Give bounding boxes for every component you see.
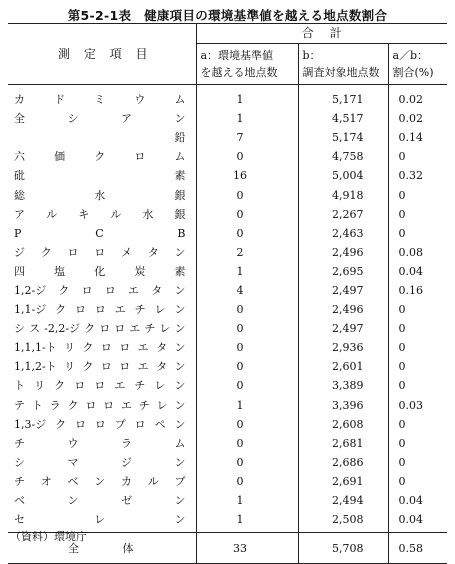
row-item-name-part: ベ bbox=[67, 474, 79, 488]
table-row bbox=[8, 85, 447, 110]
row-item-name-part: ロ bbox=[85, 398, 97, 412]
row-item-name-part: ク bbox=[82, 341, 94, 355]
row-item-name-part: ロ bbox=[104, 283, 116, 297]
header-item-char: 定 bbox=[83, 46, 96, 61]
row-item-name-part: ン bbox=[174, 398, 186, 412]
table-row bbox=[8, 128, 447, 147]
table-row bbox=[8, 147, 447, 166]
row-item-name-part: 1,1-ジ bbox=[14, 303, 47, 317]
row-value-ratio: 0 bbox=[388, 224, 447, 243]
row-item-name-part: 水 bbox=[142, 207, 154, 221]
row-item-name-part: ロ bbox=[94, 417, 106, 431]
header-item-char: 測 bbox=[58, 46, 71, 61]
row-value-b: 5,171 bbox=[298, 85, 388, 110]
row-item-name-part: ン bbox=[174, 360, 186, 374]
row-item-name bbox=[8, 396, 196, 415]
row-item-name-part: B bbox=[177, 226, 186, 240]
table-row bbox=[8, 224, 447, 243]
row-item-name-part: 全 bbox=[14, 112, 25, 126]
row-value-ratio: 0 bbox=[388, 415, 447, 434]
header-total: 合計 bbox=[196, 24, 447, 44]
row-item-name-part: エ bbox=[137, 360, 149, 374]
row-item-name-part: シ bbox=[14, 455, 25, 469]
row-value-ratio: 0 bbox=[388, 185, 447, 204]
row-item-name-part: ロ bbox=[103, 398, 115, 412]
row-value-a: 0 bbox=[196, 224, 298, 243]
row-value-a: 16 bbox=[196, 166, 298, 185]
row-item-name-part: ブ bbox=[174, 474, 186, 488]
row-value-a: 0 bbox=[196, 147, 298, 166]
header-item-char: 目 bbox=[135, 46, 148, 61]
row-item-name-part: ペ bbox=[154, 417, 166, 431]
row-value-ratio: 0.14 bbox=[388, 128, 447, 147]
row-item-name-part: ン bbox=[174, 379, 186, 393]
row-item-name-part: ム bbox=[174, 436, 186, 450]
row-value-a: 7 bbox=[196, 128, 298, 147]
row-item-name-part: タ bbox=[156, 360, 168, 374]
row-value-ratio: 0 bbox=[388, 434, 447, 453]
header-col-ratio: a／b： 割合(%) bbox=[388, 44, 447, 85]
row-value-ratio: 0.04 bbox=[388, 491, 447, 510]
row-item-name-part: チ bbox=[14, 436, 25, 450]
row-value-b: 2,508 bbox=[298, 510, 388, 533]
row-value-b: 2,496 bbox=[298, 300, 388, 319]
row-item-name-part: ク bbox=[94, 150, 106, 164]
row-value-a: 0 bbox=[196, 205, 298, 224]
header-item-char: 項 bbox=[109, 46, 122, 61]
row-value-a: 0 bbox=[196, 300, 298, 319]
row-value-b: 2,681 bbox=[298, 434, 388, 453]
row-item-name-part: ベ bbox=[14, 494, 25, 508]
row-value-a: 0 bbox=[196, 472, 298, 491]
row-value-ratio: 0 bbox=[388, 472, 447, 491]
row-item-name-part: ム bbox=[174, 93, 186, 107]
table-row bbox=[8, 166, 447, 185]
row-value-b: 2,686 bbox=[298, 453, 388, 472]
row-item-name-part: ア bbox=[14, 207, 25, 221]
row-item-name-part: エ bbox=[114, 303, 126, 317]
row-item-name-part: ロ bbox=[99, 322, 111, 336]
row-item-name-part: 六 bbox=[14, 150, 25, 164]
row-value-a: 0 bbox=[196, 434, 298, 453]
row-value-a: 1 bbox=[196, 262, 298, 281]
row-item-name-part: ロ bbox=[100, 360, 112, 374]
row-item-name-part: 素 bbox=[174, 264, 186, 278]
row-item-name bbox=[8, 109, 196, 128]
row-value-ratio: 0.32 bbox=[388, 166, 447, 185]
row-value-b: 4,517 bbox=[298, 109, 388, 128]
row-value-ratio: 0.04 bbox=[388, 262, 447, 281]
row-item-name bbox=[8, 262, 196, 281]
row-item-name-part: シ bbox=[14, 322, 25, 336]
row-value-b: 2,695 bbox=[298, 262, 388, 281]
row-item-name-part: ミ bbox=[94, 93, 106, 107]
row-item-name bbox=[8, 491, 196, 510]
row-item-name bbox=[8, 224, 196, 243]
row-value-b: 2,608 bbox=[298, 415, 388, 434]
row-item-name-part: ロ bbox=[81, 283, 93, 297]
row-item-name-part: ク bbox=[67, 398, 79, 412]
header-col-b: b： 調査対象地点数 bbox=[298, 44, 388, 85]
row-item-name-part: リ bbox=[34, 379, 46, 393]
table-row bbox=[8, 491, 447, 510]
table-row bbox=[8, 376, 447, 395]
row-item-name bbox=[8, 85, 196, 110]
table-body bbox=[8, 85, 447, 533]
row-value-a: 0 bbox=[196, 338, 298, 357]
row-item-name bbox=[8, 281, 196, 300]
row-value-ratio: 0.03 bbox=[388, 396, 447, 415]
row-item-name-part: C bbox=[95, 226, 104, 240]
row-item-name-part: ク bbox=[55, 417, 67, 431]
row-value-a: 0 bbox=[196, 415, 298, 434]
row-item-name-part: カ bbox=[121, 474, 132, 488]
row-item-name-part: エ bbox=[128, 283, 140, 297]
row-item-name-part: ラ bbox=[121, 436, 132, 450]
row-item-name-part: ゼ bbox=[121, 494, 132, 508]
table-row bbox=[8, 281, 447, 300]
row-item-name bbox=[8, 357, 196, 376]
table-row bbox=[8, 243, 447, 262]
row-value-b: 2,494 bbox=[298, 491, 388, 510]
row-item-name-part: ジ bbox=[121, 455, 132, 469]
total-b: 5,708 bbox=[298, 533, 388, 564]
row-item-name bbox=[8, 338, 196, 357]
row-item-name-part: ジ bbox=[14, 245, 25, 259]
row-item-name-part: ン bbox=[94, 474, 106, 488]
row-value-a: 0 bbox=[196, 319, 298, 338]
row-item-name-part: エ bbox=[137, 341, 149, 355]
row-item-name-part: 素 bbox=[174, 169, 186, 183]
row-item-name-part: ク bbox=[54, 379, 66, 393]
table-row bbox=[8, 453, 447, 472]
row-value-a: 0 bbox=[196, 185, 298, 204]
row-value-ratio: 0.02 bbox=[388, 109, 447, 128]
row-item-name-part: ロ bbox=[134, 150, 146, 164]
row-item-name-part: ン bbox=[174, 245, 186, 259]
row-item-name-part: 砒 bbox=[14, 169, 25, 183]
row-value-ratio: 0 bbox=[388, 376, 447, 395]
row-item-name-part: ン bbox=[174, 455, 186, 469]
row-item-name bbox=[8, 147, 196, 166]
row-item-name-part: ウ bbox=[67, 436, 79, 450]
source-note: （資料）環境庁 bbox=[10, 530, 87, 543]
row-value-b: 2,691 bbox=[298, 472, 388, 491]
row-item-name-part: ロ bbox=[119, 341, 131, 355]
row-item-name-part: ク bbox=[55, 303, 67, 317]
row-item-name-part: ク bbox=[40, 245, 52, 259]
total-label-part: 体 bbox=[122, 542, 134, 556]
row-item-name-part: 銀 bbox=[174, 207, 186, 221]
row-item-name bbox=[8, 128, 196, 147]
row-item-name-part: ロ bbox=[134, 417, 146, 431]
row-item-name-part: 価 bbox=[54, 150, 66, 164]
header-item-column bbox=[8, 24, 196, 85]
row-item-name-part: ン bbox=[67, 494, 79, 508]
row-item-name-part: ク bbox=[82, 360, 94, 374]
row-item-name-part: ロ bbox=[114, 322, 126, 336]
row-item-name-part: メ bbox=[121, 245, 132, 259]
row-value-b: 4,758 bbox=[298, 147, 388, 166]
row-value-b: 2,463 bbox=[298, 224, 388, 243]
row-item-name-part: チ bbox=[138, 398, 150, 412]
table-row bbox=[8, 434, 447, 453]
row-value-ratio: 0 bbox=[388, 453, 447, 472]
table-row bbox=[8, 357, 447, 376]
row-item-name-part: レ bbox=[159, 322, 171, 336]
row-item-name-part: ス bbox=[29, 322, 41, 336]
row-item-name-part: リ bbox=[64, 341, 76, 355]
row-item-name bbox=[8, 434, 196, 453]
row-item-name bbox=[8, 300, 196, 319]
row-item-name-part: -2,2-ジ bbox=[44, 322, 81, 336]
row-item-name-part: ル bbox=[147, 474, 159, 488]
row-item-name-part: レ bbox=[154, 303, 166, 317]
row-item-name-part: 1,2-ジ bbox=[14, 283, 47, 297]
row-item-name bbox=[8, 243, 196, 262]
row-value-a: 1 bbox=[196, 396, 298, 415]
table-row bbox=[8, 109, 447, 128]
row-item-name-part: レ bbox=[154, 379, 166, 393]
row-item-name bbox=[8, 319, 196, 338]
row-item-name-part: ル bbox=[110, 207, 122, 221]
row-item-name-part: 1,1,1-ト bbox=[14, 341, 57, 355]
row-value-b: 5,174 bbox=[298, 128, 388, 147]
row-value-a: 2 bbox=[196, 243, 298, 262]
row-value-a: 0 bbox=[196, 357, 298, 376]
row-item-name-part: ア bbox=[121, 112, 132, 126]
table-row bbox=[8, 415, 447, 434]
row-item-name-part: ロ bbox=[94, 379, 106, 393]
row-item-name-part: ン bbox=[174, 513, 186, 527]
row-value-b: 2,497 bbox=[298, 319, 388, 338]
row-item-name bbox=[8, 472, 196, 491]
row-item-name-part: ン bbox=[174, 112, 186, 126]
row-value-b: 3,389 bbox=[298, 376, 388, 395]
row-value-b: 5,004 bbox=[298, 166, 388, 185]
row-item-name-part: 塩 bbox=[54, 264, 66, 278]
row-value-b: 2,496 bbox=[298, 243, 388, 262]
row-value-ratio: 0.08 bbox=[388, 243, 447, 262]
row-item-name-part: キ bbox=[78, 207, 90, 221]
row-value-ratio: 0 bbox=[388, 319, 447, 338]
row-value-ratio: 0.02 bbox=[388, 85, 447, 110]
row-item-name-part: 化 bbox=[94, 264, 106, 278]
row-value-b: 2,267 bbox=[298, 205, 388, 224]
row-item-name bbox=[8, 205, 196, 224]
row-item-name-part: 1,3-ジ bbox=[14, 417, 47, 431]
row-item-name-part: ロ bbox=[119, 360, 131, 374]
table-row bbox=[8, 262, 447, 281]
row-value-b: 4,918 bbox=[298, 185, 388, 204]
row-value-b: 2,601 bbox=[298, 357, 388, 376]
table-row bbox=[8, 205, 447, 224]
row-item-name-part: チ bbox=[144, 322, 156, 336]
row-value-b: 3,396 bbox=[298, 396, 388, 415]
table-row bbox=[8, 338, 447, 357]
table-row bbox=[8, 319, 447, 338]
row-item-name-part: ロ bbox=[100, 341, 112, 355]
row-item-name-part: タ bbox=[147, 245, 159, 259]
row-value-a: 1 bbox=[196, 85, 298, 110]
row-item-name-part: 炭 bbox=[134, 264, 146, 278]
row-item-name-part: ド bbox=[54, 93, 66, 107]
table-row bbox=[8, 396, 447, 415]
row-item-name bbox=[8, 185, 196, 204]
row-item-name-part: ト bbox=[31, 398, 43, 412]
row-item-name-part: レ bbox=[156, 398, 168, 412]
row-value-a: 1 bbox=[196, 510, 298, 533]
row-value-a: 1 bbox=[196, 491, 298, 510]
row-item-name-part: マ bbox=[67, 455, 79, 469]
row-item-name-part: セ bbox=[14, 513, 25, 527]
row-item-name-part: エ bbox=[129, 322, 141, 336]
row-item-name-part: タ bbox=[156, 341, 168, 355]
row-item-name-part: ン bbox=[174, 322, 186, 336]
row-item-name-part: ク bbox=[58, 283, 70, 297]
table-row bbox=[8, 185, 447, 204]
row-item-name-part: ロ bbox=[94, 245, 106, 259]
row-item-name-part: ロ bbox=[67, 245, 79, 259]
total-label-part: 全 bbox=[68, 542, 79, 556]
row-value-ratio: 0.16 bbox=[388, 281, 447, 300]
row-item-name-part: ン bbox=[174, 283, 186, 297]
row-item-name-part: 銀 bbox=[174, 188, 186, 202]
row-value-ratio: 0 bbox=[388, 338, 447, 357]
row-item-name-part: ク bbox=[84, 322, 96, 336]
row-item-name bbox=[8, 415, 196, 434]
row-item-name-part: プ bbox=[114, 417, 126, 431]
row-value-ratio: 0.04 bbox=[388, 510, 447, 533]
table-row bbox=[8, 300, 447, 319]
row-item-name-part: 1,1,2-ト bbox=[14, 360, 57, 374]
row-item-name-part: ロ bbox=[94, 303, 106, 317]
row-item-name bbox=[8, 453, 196, 472]
row-item-name-part: 鉛 bbox=[174, 131, 186, 145]
row-item-name-part: 四 bbox=[14, 264, 25, 278]
row-item-name-part: ウ bbox=[134, 93, 146, 107]
row-item-name-part: ラ bbox=[49, 398, 61, 412]
total-a: 33 bbox=[196, 533, 298, 564]
row-value-a: 4 bbox=[196, 281, 298, 300]
row-item-name-part: ム bbox=[174, 150, 186, 164]
data-table bbox=[8, 23, 447, 564]
row-item-name-part: ト bbox=[14, 379, 25, 393]
row-item-name-part: レ bbox=[94, 513, 106, 527]
row-value-a: 0 bbox=[196, 453, 298, 472]
table-title: 第5-2-1表 健康項目の環境基準値を越える地点数割合 bbox=[67, 8, 388, 23]
row-value-ratio: 0 bbox=[388, 205, 447, 224]
row-value-a: 0 bbox=[196, 376, 298, 395]
row-item-name-part: P bbox=[14, 226, 22, 240]
row-item-name-part: チ bbox=[134, 379, 146, 393]
row-item-name-part: ロ bbox=[75, 303, 86, 317]
row-item-name-part: エ bbox=[120, 398, 132, 412]
row-item-name-part: テ bbox=[14, 398, 25, 412]
row-item-name-part: 水 bbox=[94, 188, 106, 202]
row-item-name bbox=[8, 376, 196, 395]
row-item-name-part: 総 bbox=[14, 188, 25, 202]
row-item-name-part: ン bbox=[174, 303, 186, 317]
row-value-ratio: 0 bbox=[388, 300, 447, 319]
row-item-name-part: ン bbox=[174, 494, 186, 508]
total-ratio: 0.58 bbox=[388, 533, 447, 564]
header-col-a: a：環境基準値 を越える地点数 bbox=[196, 44, 298, 85]
row-item-name-part: タ bbox=[151, 283, 163, 297]
row-value-a: 1 bbox=[196, 109, 298, 128]
row-item-name-part: カ bbox=[14, 93, 25, 107]
row-item-name-part: オ bbox=[40, 474, 52, 488]
row-item-name-part: ン bbox=[174, 417, 186, 431]
row-item-name-part: ン bbox=[174, 341, 186, 355]
row-item-name-part: エ bbox=[114, 379, 126, 393]
row-item-name-part: シ bbox=[67, 112, 79, 126]
row-item-name-part: リ bbox=[64, 360, 76, 374]
row-value-b: 2,497 bbox=[298, 281, 388, 300]
row-value-ratio: 0 bbox=[388, 357, 447, 376]
row-value-ratio: 0 bbox=[388, 147, 447, 166]
row-item-name-part: ロ bbox=[75, 417, 86, 431]
row-item-name bbox=[8, 166, 196, 185]
row-item-name-part: チ bbox=[14, 474, 25, 488]
row-item-name-part: ル bbox=[46, 207, 58, 221]
table-row bbox=[8, 472, 447, 491]
row-item-name-part: チ bbox=[134, 303, 146, 317]
row-item-name-part: ロ bbox=[74, 379, 86, 393]
row-value-b: 2,936 bbox=[298, 338, 388, 357]
